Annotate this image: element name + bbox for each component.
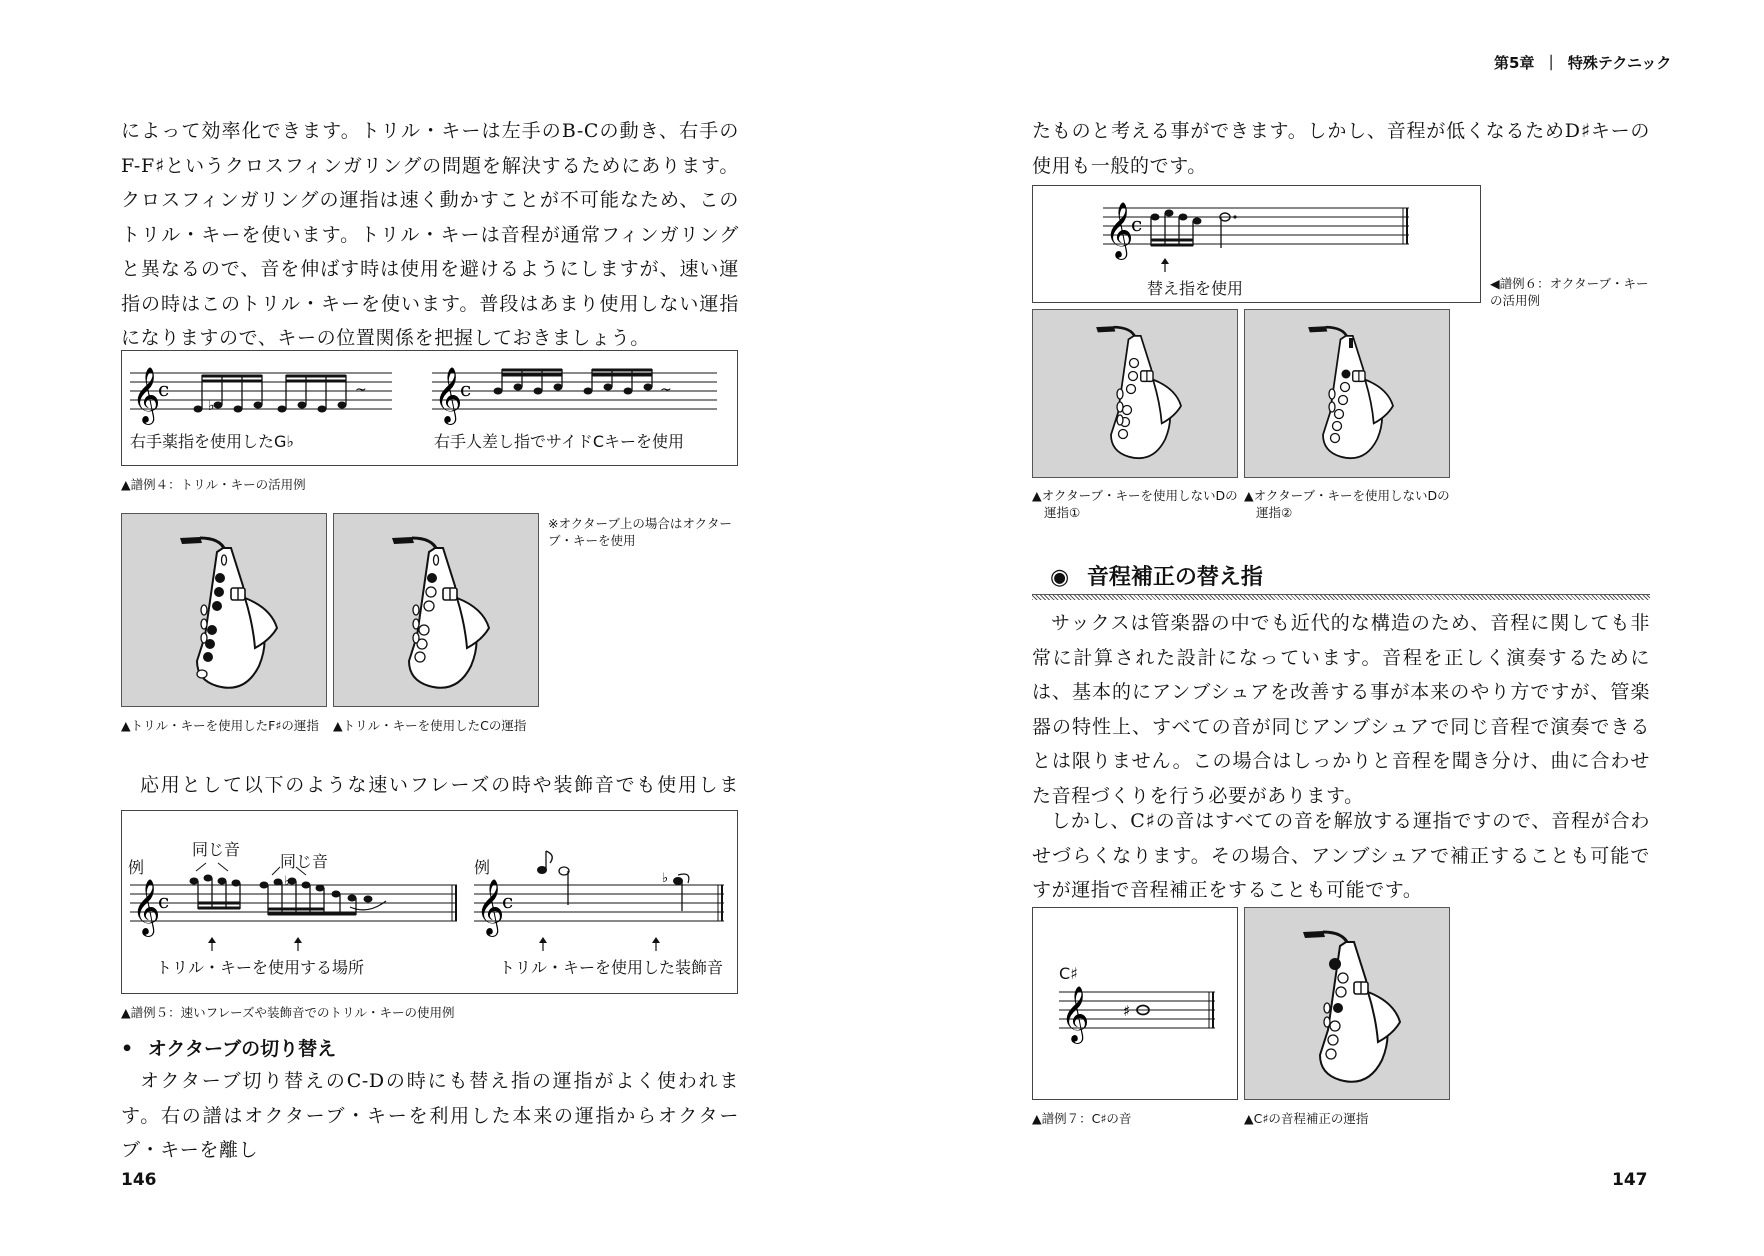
section-heading-text: 音程補正の替え指 (1086, 565, 1263, 590)
chapter-number: 第5章 (1494, 54, 1535, 72)
saxophone-icon (1245, 908, 1451, 1101)
example-6-caption: ◀譜例６：オクターブ・キーの活用例 (1490, 276, 1649, 308)
running-header (1494, 52, 1671, 73)
header-separator: ｜ (1543, 54, 1559, 72)
photo-note: ※オクターブ上の場合はオクターブ・キーを使用 (548, 516, 732, 548)
example-5-caption: ▲譜例５：速いフレーズや装飾音でのトリル・キーの使用例 (121, 1005, 455, 1020)
example-5-rei-2: 例 (474, 858, 491, 877)
saxophone-icon (1245, 310, 1451, 479)
score-example-5 (121, 810, 738, 994)
staff-notation-6 (1033, 186, 1482, 304)
svg-text:c: c (1131, 212, 1143, 236)
fingering-photo-trill-c (333, 513, 539, 707)
page-number-right: 147 (1612, 1170, 1648, 1190)
svg-text:♭: ♭ (208, 398, 215, 414)
page-number-left: 146 (121, 1170, 157, 1190)
section-heading (1050, 560, 1263, 591)
section-heading-rule (1032, 594, 1650, 600)
svg-text:♭: ♭ (662, 871, 669, 886)
example-5-rei-1: 例 (128, 858, 145, 877)
svg-text:♯: ♯ (1123, 1002, 1131, 1020)
svg-text:c: c (158, 377, 170, 401)
bullet-icon: • (121, 1038, 134, 1060)
score-example-7 (1032, 907, 1238, 1100)
svg-text:𝄞: 𝄞 (434, 367, 463, 423)
fingering-photo-d-2 (1244, 309, 1450, 478)
photo-caption-d-2: ▲オクターブ・キーを使用しないDの運指② (1244, 488, 1450, 520)
fingering-photo-d-1 (1032, 309, 1238, 478)
subheading-octave-switch (121, 1034, 336, 1061)
example-4-label-right: 右手人差し指でサイドCキーを使用 (434, 432, 685, 451)
example-6-label: 替え指を使用 (1147, 279, 1244, 298)
right-paragraph-2: サックスは管楽器の中でも近代的な構造のため、音程に関しても非常に計算された設計になっています。音程を正しく演奏するためには、基本的にアンブシュアを改善する事が本来のやり方ですが、管楽器の特性上、すべての音が同じアンブシュアで同じ音程で演奏できるとは限りません。この場合はしっかりと音程を聞き分け、曲に合わせた音程づくりを行う必要があります。 (1032, 612, 1650, 807)
left-paragraph-3: オクターブ切り替えのC-Dの時にも替え指の運指がよく使われます。右の譜はオクターブ・キーを利用した本来の運指からオクターブ・キーを離し (121, 1070, 739, 1161)
photo-caption-d-1: ▲オクターブ・キーを使用しないDの運指① (1032, 488, 1238, 520)
svg-text:𝄞: 𝄞 (132, 879, 161, 935)
subheading-text: オクターブの切り替え (147, 1038, 337, 1060)
example-7-caption: ▲譜例７：C♯の音 (1032, 1111, 1132, 1126)
svg-text:c: c (502, 889, 514, 913)
saxophone-icon (1033, 310, 1239, 479)
example-5-label-left: トリル・キーを使用する場所 (156, 958, 365, 977)
score-example-4 (121, 350, 738, 466)
left-paragraph-2: 応用として以下のような速いフレーズの時や装飾音でも使用しま (140, 774, 739, 796)
svg-text:~: ~ (355, 382, 367, 398)
right-paragraph-1: たものと考える事ができます。しかし、音程が低くなるためD♯キーの使用も一般的です。 (1032, 120, 1650, 177)
svg-text:𝄞: 𝄞 (1061, 986, 1090, 1042)
example-7-label: C♯ (1059, 964, 1078, 983)
fingering-photo-trill-fsharp (121, 513, 327, 707)
svg-text:𝄞: 𝄞 (476, 879, 505, 935)
left-paragraph-1: によって効率化できます。トリル・キーは左手のB-Cの動き、右手のF-F♯というクロスフィンガリングの問題を解決するためにあります。クロスフィンガリングの運指は速く動かすことが不可能なため、このトリル・キーを使います。トリル・キーは音程が通常フィンガリングと異なるので、音を伸ばす時は使用を避けるようにしますが、速い運指の時はこのトリル・キーを使います。普段はあまり使用しない運指になりますので、キーの位置関係を把握しておきましょう。 (121, 120, 739, 349)
staff-notation-7 (1033, 908, 1239, 1101)
saxophone-icon (122, 514, 328, 708)
score-example-6 (1032, 185, 1481, 303)
svg-text:♭: ♭ (284, 874, 291, 889)
example-5-label-right: トリル・キーを使用した装飾音 (499, 958, 724, 977)
saxophone-icon (334, 514, 540, 708)
svg-text:c: c (460, 377, 472, 401)
right-paragraph-3: しかし、C♯の音はすべての音を解放する運指ですので、音程が合わせづらくなります。その場合、アンブシュアで補正することも可能ですが運指で音程補正をすることも可能です。 (1032, 810, 1650, 901)
photo-caption-c: ▲トリル・キーを使用したCの運指 (333, 718, 527, 733)
target-circle-icon: ◉ (1050, 565, 1070, 590)
fingering-photo-csharp (1244, 907, 1450, 1100)
svg-text:𝄞: 𝄞 (1105, 202, 1134, 258)
svg-text:c: c (158, 889, 170, 913)
example-4-label-left: 右手薬指を使用したG♭ (130, 432, 294, 451)
photo-caption-fsharp: ▲トリル・キーを使用したF♯の運指 (121, 718, 319, 733)
example-5-same-note-1: 同じ音 (192, 840, 241, 859)
example-4-caption: ▲譜例４：トリル・キーの活用例 (121, 477, 306, 492)
svg-text:𝄞: 𝄞 (132, 367, 161, 423)
photo-caption-csharp: ▲C♯の音程補正の運指 (1244, 1111, 1369, 1126)
chapter-title: 特殊テクニック (1567, 54, 1672, 72)
example-5-same-note-2: 同じ音 (280, 852, 329, 871)
svg-text:~: ~ (660, 382, 672, 398)
